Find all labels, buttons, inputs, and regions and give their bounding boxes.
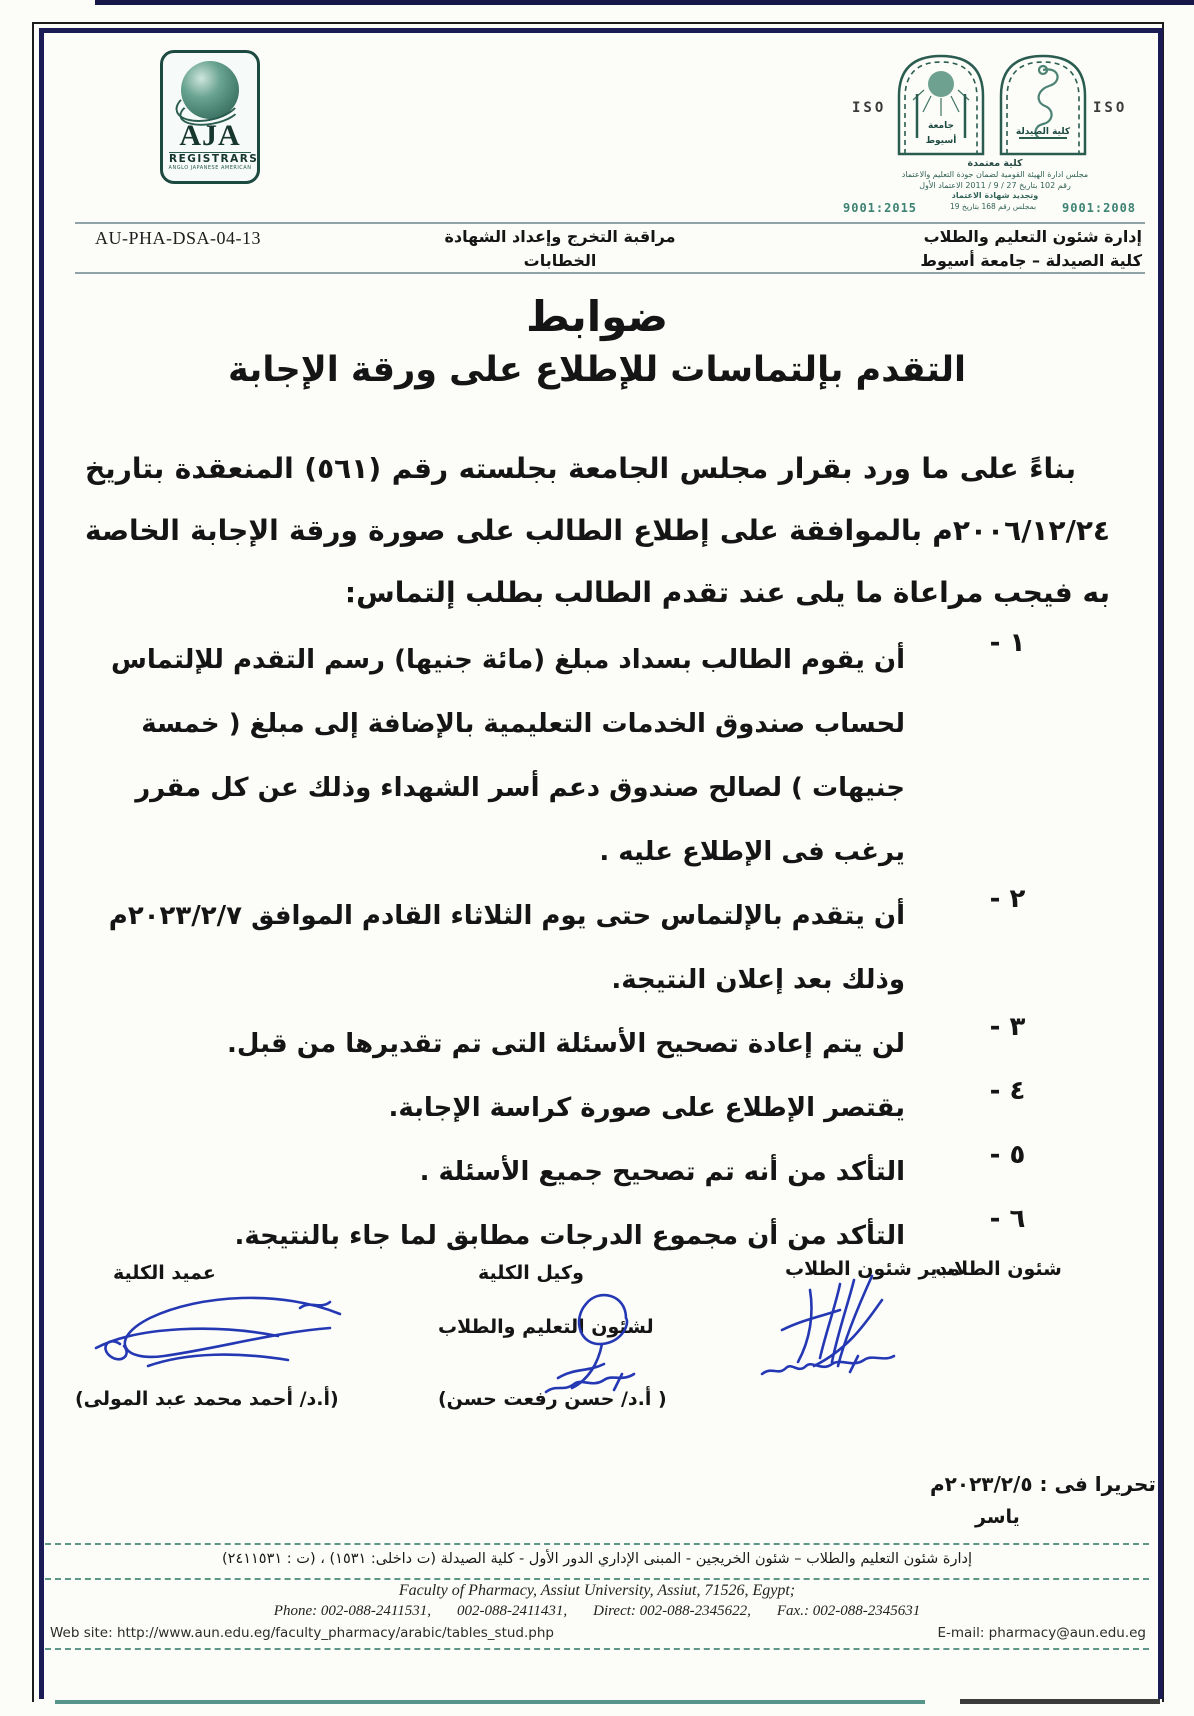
email-address: E-mail: pharmacy@aun.edu.eg xyxy=(937,1625,1146,1641)
document-code: AU-PHA-DSA-04-13 xyxy=(95,228,261,248)
university-and-pharmacy-logos xyxy=(893,50,1093,156)
dean-label: عميد الكلية xyxy=(113,1262,216,1284)
item-number: ٤ - xyxy=(989,1076,1026,1106)
header-bottom-rule xyxy=(75,272,1145,274)
scan-bottom-artifact-teal xyxy=(55,1700,925,1704)
fax-number: Fax.: 002-088-2345631 xyxy=(776,1603,921,1619)
item-text: لن يتم إعادة تصحيح الأسئلة التى تم تقديرها من قبل. xyxy=(226,1029,905,1059)
list-item xyxy=(85,1076,1110,1140)
website-url: Web site: http://www.aun.edu.eg/faculty_pharmacy/arabic/tables_stud.php xyxy=(50,1625,554,1641)
item-text: أن يقوم الطالب بسداد مبلغ (مائة جنيها) رسم التقدم للإلتماس لحساب صندوق الخدمات التعليمية بالإضافة إلى مبلغ ( خمسة جنيهات ) لصالح صندوق دعم أسر الشهداء وذلك عن كل مقرر يرغب فى الإطلاع عليه . xyxy=(110,645,905,867)
header-top-rule xyxy=(75,222,1145,224)
vice-dean-label-line1: وكيل الكلية xyxy=(478,1262,584,1284)
svg-text:جامعة: جامعة xyxy=(928,121,954,131)
vice-dean-name: ( أ.د/ حسن رفعت حسن) xyxy=(438,1388,667,1410)
vice-dean-signature xyxy=(528,1278,683,1403)
direct-number: Direct: 002-088-2345622, xyxy=(593,1603,751,1619)
footer-english-address: Faculty of Pharmacy, Assiut University, Assiut, 71526, Egypt; xyxy=(398,1582,796,1599)
phone-numbers: Phone: 002-088-2411531, xyxy=(273,1603,431,1619)
vice-dean-label-line2: لشئون التعليم والطلاب xyxy=(438,1316,654,1338)
iso-left-label: ISO xyxy=(852,100,887,116)
student-affairs-label: شئون الطلاب xyxy=(935,1258,1062,1280)
header-center-line1: مراقبة التخرج وإعداد الشهادة xyxy=(444,227,676,246)
intro-paragraph: بناءً على ما ورد بقرار مجلس الجامعة بجلسته رقم (٥٦١) المنعقدة بتاريخ ٢٠٠٦/١٢/٢٤م بالموافقة على إطلاع الطالب على صورة ورقة الإجابة الخاصة به فيجب مراعاة ما يلى عند تقدم الطالب بطلب إلتماس: xyxy=(85,452,1110,609)
phone-number-2: 002-088-2411431, xyxy=(457,1603,568,1619)
dean-name: (أ.د/ أحمد محمد عبد المولى) xyxy=(75,1388,339,1410)
footer-web-row xyxy=(50,1625,1146,1641)
iso-renewal-note: بمجلس رقم 168 بتاريخ 19 xyxy=(949,202,1037,211)
header-dept-line: إدارة شئون التعليم والطلاب xyxy=(923,227,1142,246)
svg-text:كلية الصيدلة: كلية الصيدلة xyxy=(1015,127,1071,137)
aja-subtitle: ANGLO JAPANESE AMERICAN xyxy=(168,165,252,171)
issued-date-line: تحريرا فى : ٢٠٢٣/٢/٥م xyxy=(930,1472,1156,1496)
footer-phone-row xyxy=(45,1603,1149,1620)
page-title: ضوابط xyxy=(525,292,669,341)
item-text: أن يتقدم بالإلتماس حتى يوم الثلاثاء القادم الموافق ٢٠٢٣/٢/٧م وذلك بعد إعلان النتيجة. xyxy=(108,901,905,995)
item-number: ٢ - xyxy=(989,884,1026,914)
iso-9001-2015-code: 9001:2015 xyxy=(843,201,918,215)
scan-edge-artifact xyxy=(95,0,1194,5)
sun-icon xyxy=(928,71,954,97)
svg-text:أسيوط: أسيوط xyxy=(925,136,957,146)
accredited-college-line: كلية معتمدة xyxy=(967,158,1023,169)
list-item xyxy=(85,884,1110,1012)
accreditation-board-line: مجلس ادارة الهيئة القومية لضمان جودة التعليم والاعتماد xyxy=(901,170,1089,179)
header-center-line2: الخطابات xyxy=(523,251,597,270)
faculty-of-pharmacy-logo xyxy=(1001,56,1085,154)
header-right-block xyxy=(880,225,1142,273)
director-signature xyxy=(752,1268,917,1393)
item-number: ٦ - xyxy=(989,1204,1026,1234)
director-label: مدير شئون الطلاب xyxy=(785,1258,961,1280)
scan-bottom-artifact-dark xyxy=(960,1699,1160,1704)
footer-bottom-rule xyxy=(45,1648,1149,1650)
item-text: التأكد من أنه تم تصحيح جميع الأسئلة . xyxy=(419,1157,905,1187)
globe-icon xyxy=(181,61,239,119)
accreditation-number-line: رقم 102 بتاريخ 27 / 9 / 2011 الاعتماد الأول xyxy=(919,181,1071,190)
item-number: ٥ - xyxy=(989,1140,1026,1170)
list-item xyxy=(85,1140,1110,1204)
header-center-block xyxy=(430,225,690,273)
item-number: ٣ - xyxy=(989,1012,1026,1042)
aja-registrars-text: REGISTRARS xyxy=(169,153,259,165)
list-item xyxy=(85,1012,1110,1076)
footer-mid-rule xyxy=(45,1578,1149,1580)
item-text: يقتصر الإطلاع على صورة كراسة الإجابة. xyxy=(388,1093,905,1123)
aja-logo-text: AJA xyxy=(179,119,241,152)
clerk-name: ياسر xyxy=(975,1506,1020,1528)
aja-registrars-logo xyxy=(160,50,260,184)
iso-9001-2008-code: 9001:2008 xyxy=(1062,201,1137,215)
accreditation-renewal-line: وتجديد شهادة الاعتماد xyxy=(951,191,1039,200)
rules-list xyxy=(85,628,1110,1268)
header-faculty-line: كلية الصيدلة – جامعة أسيوط xyxy=(920,251,1142,270)
assiut-university-logo xyxy=(899,56,983,154)
footer-top-rule xyxy=(45,1543,1149,1545)
list-item xyxy=(85,628,1110,884)
item-text: التأكد من أن مجموع الدرجات مطابق لما جاء بالنتيجة. xyxy=(234,1221,905,1251)
item-number: ١ - xyxy=(989,628,1026,658)
page-subtitle: التقدم بإلتماسات للإطلاع على ورقة الإجابة xyxy=(227,350,967,390)
footer-arabic-address: إدارة شئون التعليم والطلاب – شئون الخريجين - المبنى الإداري الدور الأول - كلية الصيدلة (ت داخلى: ١٥٣١) ، (ت : ٢٤١١٥٣١) xyxy=(221,1551,973,1567)
iso-right-label: ISO xyxy=(1093,100,1128,116)
